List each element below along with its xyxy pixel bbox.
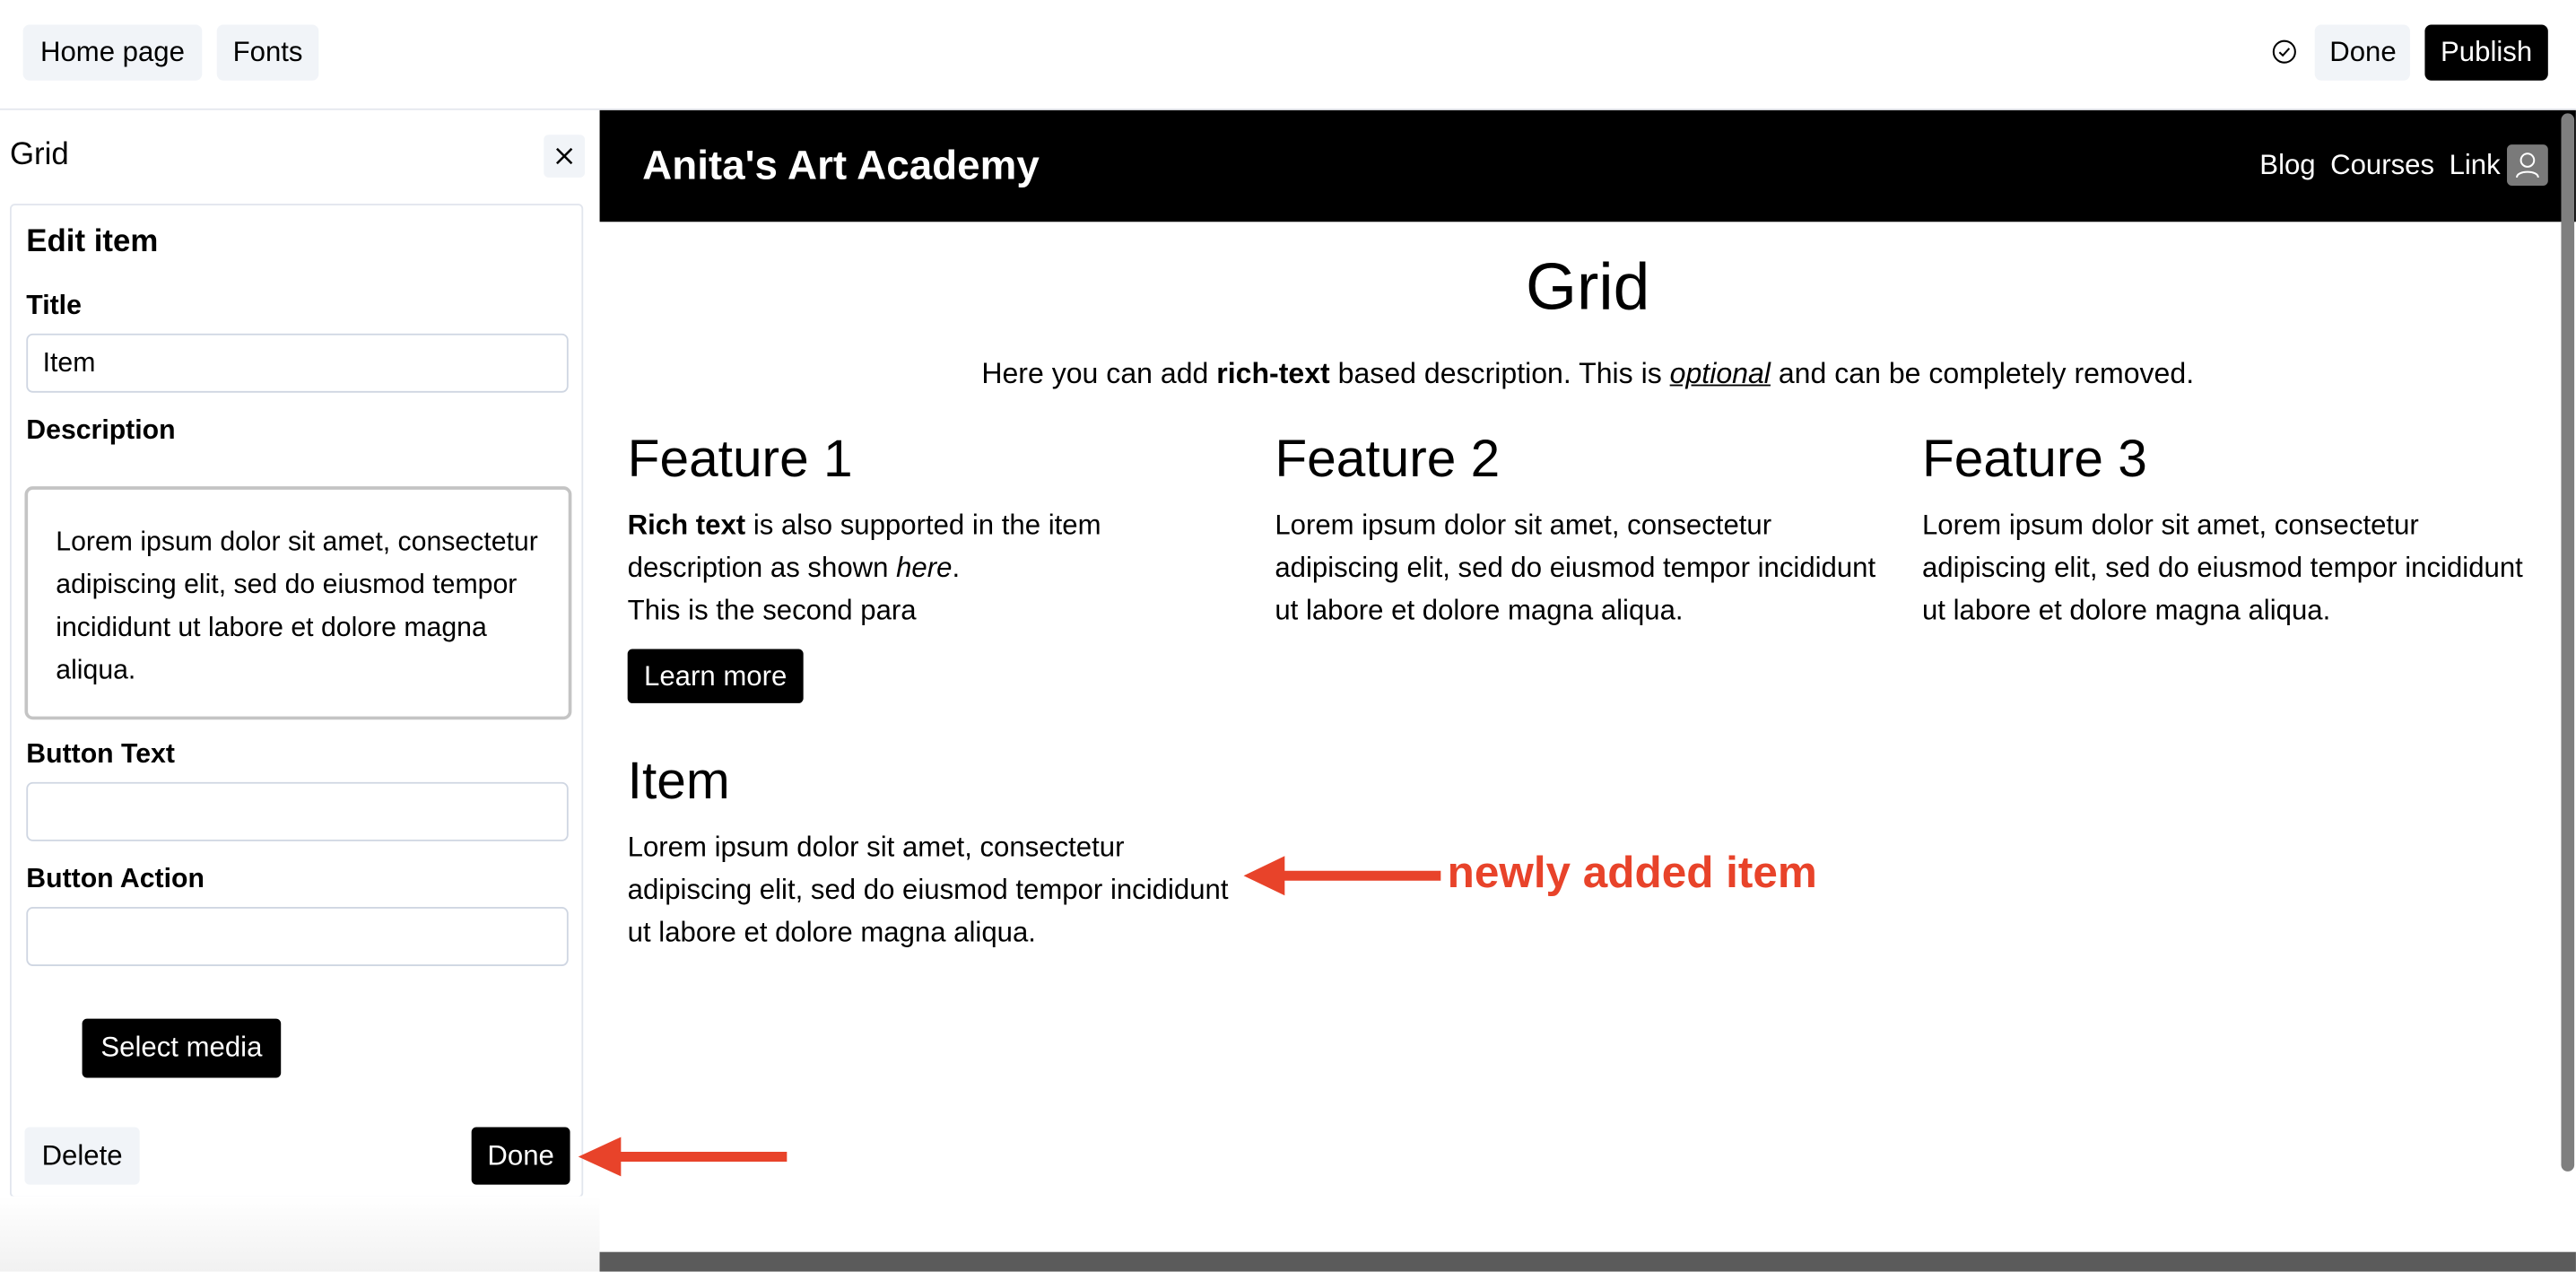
delete-button[interactable]: Delete (24, 1127, 139, 1184)
grid-description (600, 356, 2576, 390)
feature-title: Feature 2 (1275, 429, 1501, 488)
annotation-arrow-icon (1240, 853, 1446, 899)
nav-link-courses[interactable]: Courses (2330, 149, 2435, 181)
user-avatar-button[interactable] (2507, 144, 2548, 186)
done-edit-button[interactable]: Done (472, 1127, 570, 1184)
desc-bold: rich-text (1216, 356, 1330, 390)
feature-text: Lorem ipsum dolor sit amet, consectetur adipiscing elit, sed do eiusmod tempor incididunt ut labore et dolore magna aliqua. (1921, 509, 2523, 626)
bottom-bar (600, 1252, 2576, 1272)
feature-text: Lorem ipsum dolor sit amet, consectetur adipiscing elit, sed do eiusmod tempor incididunt ut labore et dolore magna aliqua. (627, 831, 1229, 948)
button-action-input[interactable] (26, 907, 568, 966)
button-text-input[interactable] (26, 782, 568, 841)
done-button[interactable]: Done (2315, 24, 2410, 80)
nav-link-blog[interactable]: Blog (2259, 149, 2316, 181)
nav-link-link[interactable]: Link (2449, 149, 2501, 181)
close-sidebar-button[interactable] (544, 135, 585, 178)
desc-text: and can be completely removed. (1770, 356, 2195, 390)
feature-text (628, 504, 1236, 632)
fonts-button[interactable]: Fonts (217, 24, 319, 80)
title-input[interactable]: Item (26, 334, 568, 393)
feature-title: Feature 1 (627, 429, 853, 488)
bottom-shadow (0, 1196, 600, 1271)
feature-text: Lorem ipsum dolor sit amet, consectetur adipiscing elit, sed do eiusmod tempor incididunt ut labore et dolore magna aliqua. (1275, 509, 1876, 626)
top-toolbar (0, 0, 2576, 110)
nav-links (2259, 150, 2500, 183)
feature-italic: here (896, 552, 953, 584)
desc-text: based description. This is (1329, 356, 1670, 390)
grid-item-feature-3[interactable] (1922, 425, 2530, 632)
description-editor[interactable]: Lorem ipsum dolor sit amet, consectetur adipiscing elit, sed do eiusmod tempor incididunt ut labore et dolore magna aliqua. (24, 486, 571, 719)
desc-optional: optional (1669, 356, 1771, 390)
sidebar-title: Grid (9, 137, 69, 173)
site-navbar (600, 110, 2576, 222)
edit-item-card (10, 204, 583, 1198)
site-brand[interactable]: Anita's Art Academy (642, 143, 1040, 189)
edit-item-heading: Edit item (26, 224, 159, 260)
button-action-label: Button Action (26, 864, 205, 894)
grid-item-new[interactable] (628, 747, 1236, 954)
grid-item-feature-1[interactable] (628, 425, 1236, 632)
title-label: Title (26, 291, 82, 321)
close-icon (544, 135, 585, 178)
description-label: Description (26, 415, 176, 446)
learn-more-button[interactable]: Learn more (628, 649, 804, 702)
feature-text-part: is also supported in the item description as shown (627, 509, 1101, 584)
select-media-button[interactable]: Select media (83, 1019, 282, 1078)
publish-button[interactable]: Publish (2424, 24, 2547, 80)
feature-title: Feature 3 (1921, 429, 2147, 488)
site-preview (600, 110, 2576, 1272)
feature-second-para: This is the second para (627, 595, 917, 626)
button-text-label: Button Text (26, 739, 175, 770)
grid-item-feature-2[interactable] (1275, 425, 1883, 632)
feature-text-part: . (952, 552, 961, 584)
home-page-button[interactable]: Home page (23, 24, 203, 80)
user-icon (2507, 144, 2548, 186)
feature-title: Item (627, 751, 730, 810)
annotation-arrow-icon (575, 1134, 792, 1180)
annotation-label: newly added item (1447, 848, 1817, 898)
check-circle-icon (2272, 39, 2296, 64)
desc-text: Here you can add (981, 356, 1217, 390)
feature-bold: Rich text (627, 509, 746, 541)
grid-title: Grid (1526, 251, 1650, 324)
